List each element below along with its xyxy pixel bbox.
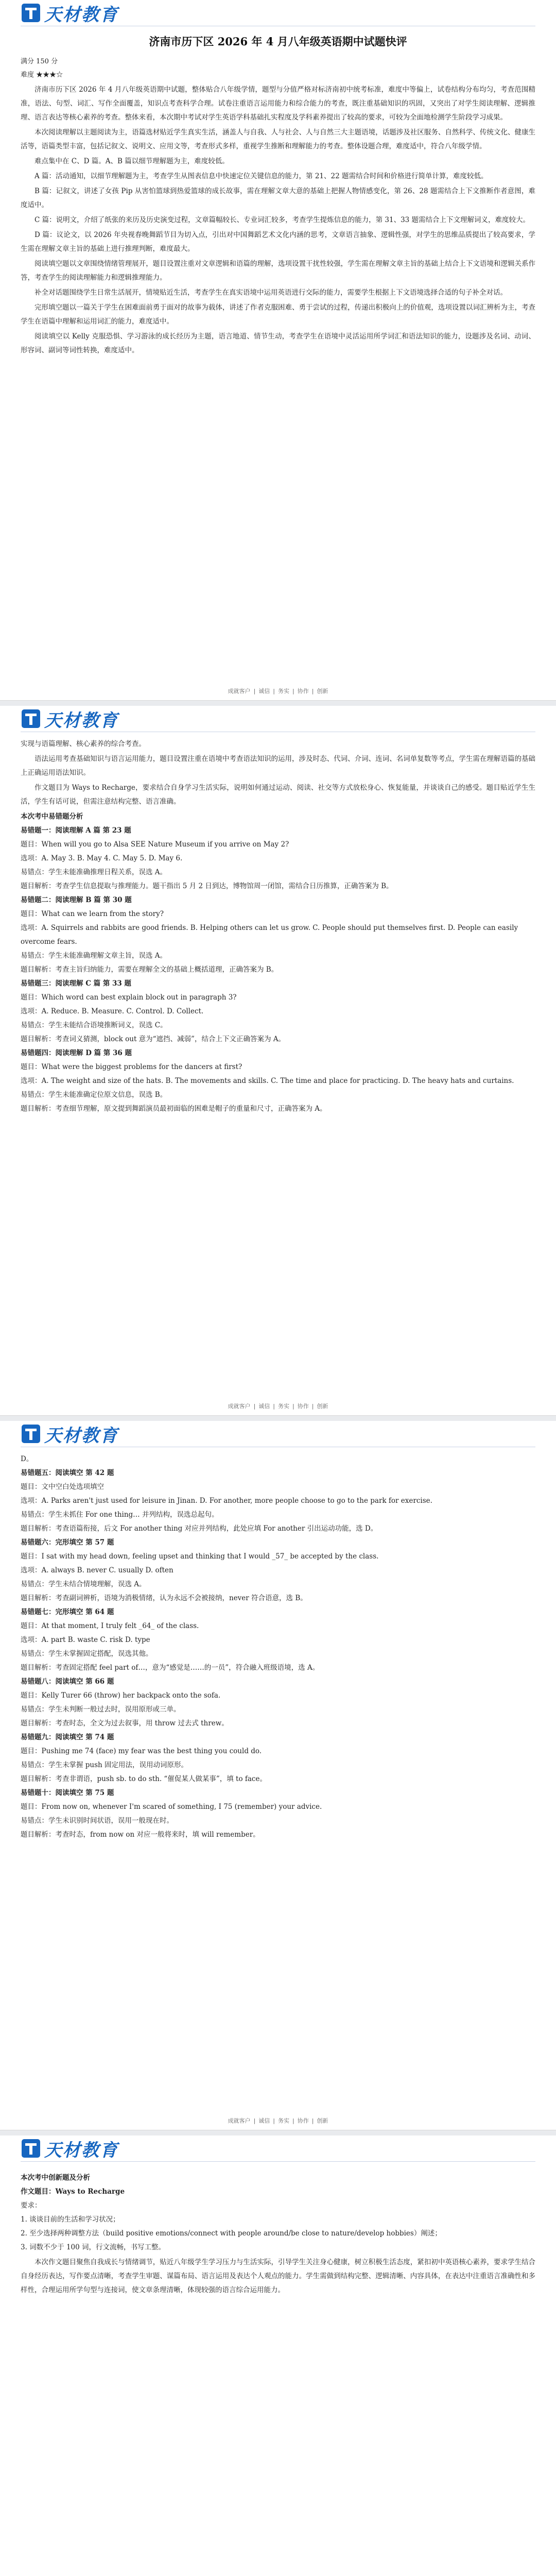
section-heading: 本次考中易错题分析 [21,812,83,821]
cloze-paragraph: 阅读填空题以文章围绕情绪管理展开，题目设置注重对文章逻辑和语篇的理解，选项设置干扰性较强，学生需在理解文章主旨的基础上结合上下文语境和逻辑关系作答，考查学生的阅读理解能力和逻辑推理能力。 [21,260,535,282]
page-title: 济南市历下区 2026 年 4 月八年级英语期中试题快评 [149,35,407,48]
item-error: 易错点：学生未能准确推理日程关系，误选 A。 [21,868,167,876]
item-options: 选项：A. Squirrels and rabbits are good friends. B. Helping others can let us grow. C. People should put themselves first. D. People can easily overcome fears. [21,924,518,946]
item-options: 选项：A. part B. waste C. risk D. type [21,1636,150,1644]
item-question: 题目：Kelly Turer 66 (throw) her backpack onto the sofa. [21,1691,221,1700]
item-options: 选项：A. always B. never C. usually D. often [21,1566,173,1574]
passage-d: D 篇：议论文，以 2026 年央视春晚舞蹈节目为切入点，引出对中国舞蹈艺术文化内涵的思考，文章语言抽象、逻辑性强，对学生的思维品质提出了较高要求，学生需在理解文章主旨的基础上进行推理判断，难度最大。 [21,231,535,253]
brand-logo-icon [21,708,41,729]
error-item [21,977,535,1046]
continued-text: 实现与语篇理解、核心素养的综合考查。 [21,740,146,748]
brand-name: 天材教育 [44,4,118,25]
item-analysis: 题目解析：考查副词辨析，语境为消极情绪，认为永远不会被接纳，never 符合语意，选 B。 [21,1594,307,1602]
difficulty-text: 难度 ★★★☆ [21,71,63,79]
item-options: 选项：A. Parks aren't just used for leisure in Jinan. D. For another, more people choose to go to the park for exercise. [21,1497,432,1505]
item-heading: 易错题七：完形填空 第 64 题 [21,1608,114,1616]
item-heading: 易错题六：完形填空 第 57 题 [21,1538,114,1547]
item-heading: 易错题五：阅读填空 第 42 题 [21,1469,114,1477]
brand-logo [21,707,118,730]
item-heading: 易错题四：阅读理解 D 篇 第 36 题 [21,1049,132,1057]
page-3 [0,1421,556,2130]
requirements-heading: 要求： [21,2201,42,2210]
writing-analysis: 本次作文题目聚焦自我成长与情绪调节，贴近八年级学生学习压力与生活实际，引导学生关注身心健康，树立积极生活态度，紧扣初中英语核心素养，要求学生结合自身经历表达，写作要点清晰，考查学生审题、谋篇布局、语言运用及表达个人观点的能力。学生需做到结构完整、逻辑清晰、内容具体，在表达中注重语言准确性和多样性，合理运用所学句型与连接词，使文章条理清晰，体现较强的语言综合运用能力。 [21,2258,535,2294]
item-error: 易错点：学生未掌握固定搭配，误选其他。 [21,1650,153,1658]
requirement-item: 1. 谈谈目前的生活和学习状况； [21,2215,120,2224]
error-item [21,1466,535,1536]
brand-name: 天材教育 [44,2140,118,2161]
item-analysis: 题目解析：考查主旨归纳能力，需要在理解全文的基础上概括道理，正确答案为 B。 [21,965,279,974]
item-error: 易错点：学生未能结合语境推断词义，误选 C。 [21,1021,167,1029]
footer-item: 成就客户 [228,2117,251,2124]
reading-paragraph: 本次阅读理解以主题阅读为主，语篇选材贴近学生真实生活，涵盖人与自我、人与社会、人与自然三大主题语境，话题涉及社区服务、自然科学、传统文化、健康生活等，语篇类型丰富，包括记叙文、说明文、应用文等，考查形式多样，重视学生推断和理解能力的考查。整体设题合理，难度适中，符合八年级学情。 [21,128,535,150]
item-error: 易错点：学生未能准确定位原文信息，误选 B。 [21,1091,167,1099]
item-question: 题目：What were the biggest problems for the dancers at first? [21,1063,242,1071]
error-item [21,1675,535,1731]
item-analysis: 题目解析：考查词义猜测，block out 意为“遮挡、减弱”，结合上下文正确答案为 A。 [21,1035,286,1043]
brand-name: 天材教育 [44,1425,118,1446]
passage-a: A 篇：活动通知，以细节理解题为主，考查学生从图表信息中快速定位关键信息的能力，第 21、22 题需结合时间和价格进行简单计算，难度较低。 [34,172,488,180]
page-1 [0,0,556,701]
score-text: 满分 150 分 [21,58,58,65]
item-options: 选项：A. The weight and size of the hats. B. The movements and skills. C. The time and place for practicing. D. The heavy hats and curtains. [21,1077,514,1085]
item-question: 题目：At that moment, I truly felt _64_ of the class. [21,1622,199,1630]
item-analysis: 题目解析：考查时态，from now on 对应一般将来时，填 will remember。 [21,1831,260,1839]
item-analysis: 题目解析：考查学生信息提取与推理能力。题干指出 5 月 2 日到达，博物馆周一闭馆，需结合日历推算，正确答案为 B。 [21,882,393,890]
task-title: 作文题目：Ways to Recharge [21,2188,125,2196]
final-paragraph: 阅读填空以 Kelly 克服恐惧、学习游泳的成长经历为主题，语言地道、情节生动，考查学生在语境中灵活运用所学词汇和语法知识的能力，设题涉及名词、动词、形容词、副词等词性转换，难度适中。 [21,332,535,354]
item-error: 易错点：学生未结合情境理解，误选 A。 [21,1580,146,1588]
brand-logo [21,2137,118,2160]
item-error: 易错点：学生未抓住 For one thing… 并列结构，误选总起句。 [21,1511,219,1519]
continued-text: D。 [21,1455,33,1463]
footer-item: 诚信 [258,2117,270,2124]
item-heading: 易错题一：阅读理解 A 篇 第 23 题 [21,826,131,835]
reading-intro: 难点集中在 C、D 篇。A、B 篇以细节理解题为主，难度较低。 [34,157,229,165]
item-heading: 易错题九：阅读填空 第 74 题 [21,1733,114,1741]
item-analysis: 题目解析：考查固定搭配 feel part of…，意为“感觉是……的一员”，符合融入班级语境，选 A。 [21,1664,320,1672]
item-options: 选项：A. Reduce. B. Measure. C. Control. D. Collect. [21,1007,204,1015]
intro-paragraph: 济南市历下区 2026 年 4 月八年级英语期中试题，整体贴合八年级学情，题型与分值严格对标济南初中统考标准，难度中等偏上，试卷结构分布均匀，考查范围精准，语法、句型、词汇、写作全面覆盖，知识点考查科学合理。试卷注重语言运用能力和综合能力的考查，既注重基础知识的巩固，又突出了对学生阅读理解、逻辑推理、语言表达等核心素养的考查。整体来看，本次期中考试对学生英语学科基础扎实程度及学科素养提出了较高的要求，可较为全面地检测学生阶段学习成果。 [21,86,535,122]
dialogue-paragraph: 补全对话题围绕学生日常生活展开，情境贴近生活，考查学生在真实语境中运用英语进行交际的能力，需要学生根据上下文语境选择合适的句子补全对话。 [34,289,507,297]
error-item [21,1605,535,1675]
brand-logo [21,2,118,24]
item-question: 题目：When will you go to Alsa SEE Nature Museum if you arrive on May 2? [21,840,289,849]
footer-item: 务实 [278,688,289,694]
item-heading: 易错题十：阅读填空 第 75 题 [21,1789,114,1797]
completion-paragraph: 完形填空题以一篇关于学生在困难面前勇于面对的故事为载体，讲述了作者克服困难、勇于尝试的过程，传递出积极向上的价值观，选项设置以词汇辨析为主，考查学生在语篇中理解和运用词汇的能力，难度适中。 [21,303,535,326]
page-4 [0,2136,556,2576]
item-question: 题目：What can we learn from the story? [21,910,164,918]
error-item [21,893,535,977]
page-footer: 成就客户 | 诚信 | 务实 | 协作 | 创新 [0,2116,556,2125]
page-footer: 成就客户 | 诚信 | 务实 | 协作 | 创新 [0,1402,556,1410]
passage-b: B 篇：记叙文，讲述了女孩 Pip 从害怕篮球到热爱篮球的成长故事，需在理解文章大意的基础上把握人物情感变化，第 26、28 题需结合上下文推断作者意图，难度适中。 [21,187,535,209]
error-item [21,1731,535,1786]
footer-item: 协作 [297,688,309,694]
item-error: 易错点：学生未掌握 push 固定用法，误用动词原形。 [21,1761,188,1769]
footer-item: 协作 [297,1403,309,1410]
grammar-paragraph: 语法运用考查基础知识与语言运用能力，题目设置注重在语境中考查语法知识的运用，涉及时态、代词、介词、连词、名词单复数等考点，学生需在理解语篇的基础上正确运用语法知识。 [21,755,535,777]
footer-item: 创新 [317,2117,328,2124]
item-error: 易错点：学生未识别时间状语，误用一般现在时。 [21,1817,173,1825]
footer-item: 创新 [317,688,328,694]
footer-item: 成就客户 [228,1403,251,1410]
error-item [21,1786,535,1842]
requirement-item: 2. 至少选择两种调整方法（build positive emotions/connect with people around/be close to nature/develop hobbies）阐述； [21,2229,442,2238]
brand-logo-icon [21,3,41,23]
footer-item: 务实 [278,2117,289,2124]
footer-item: 成就客户 [228,688,251,694]
item-analysis: 题目解析：考查非谓语，push sb. to do sth. “催促某人做某事”，填 to face。 [21,1775,267,1783]
item-options: 选项：A. May 3. B. May 4. C. May 5. D. May 6. [21,854,183,862]
footer-item: 务实 [278,1403,289,1410]
brand-logo-icon [21,2138,41,2159]
page-header [21,0,535,26]
error-item [21,824,535,893]
item-heading: 易错题二：阅读理解 B 篇 第 30 题 [21,896,132,904]
item-question: 题目：文中空白处选项填空 [21,1483,104,1491]
item-heading: 易错题三：阅读理解 C 篇 第 33 题 [21,979,132,988]
footer-item: 创新 [317,1403,328,1410]
item-heading: 易错题八：阅读填空 第 66 题 [21,1677,114,1686]
page-2 [0,706,556,1416]
item-question: 题目：I sat with my head down, feeling upset and thinking that I would _57_ be accepted by the class. [21,1552,379,1561]
item-error: 易错点：学生未判断一般过去时，误用原形或三单。 [21,1705,181,1714]
page-header [21,1421,535,1447]
brand-name: 天材教育 [44,710,118,731]
brand-logo [21,1422,118,1445]
error-item [21,1046,535,1116]
item-error: 易错点：学生未能准确理解文章主旨，误选 A。 [21,952,167,960]
writing-paragraph: 作文题目为 Ways to Recharge，要求结合自身学习生活实际，说明如何通过运动、阅读、社交等方式放松身心、恢复能量，并谈谈自己的感受。题目贴近学生生活，学生有话可说，但需注意结构完整、语言准确。 [21,784,535,806]
item-analysis: 题目解析：考查时态，全文为过去叙事，用 throw 过去式 threw。 [21,1719,229,1727]
footer-item: 诚信 [258,1403,270,1410]
requirement-item: 3. 词数不少于 100 词，行文流畅，书写工整。 [21,2243,166,2251]
footer-item: 协作 [297,2117,309,2124]
error-item [21,1536,535,1605]
footer-item: 诚信 [258,688,270,694]
page-header [21,2136,535,2162]
page-header [21,706,535,732]
item-analysis: 题目解析：考查语篇衔接，后文 For another thing 对应并列结构，此处应填 For another 引出运动功能，选 D。 [21,1524,378,1533]
item-question: 题目：Pushing me 74 (face) my fear was the best thing you could do. [21,1747,262,1755]
page-footer: 成就客户 | 诚信 | 务实 | 协作 | 创新 [0,687,556,695]
brand-logo-icon [21,1423,41,1444]
passage-c: C 篇：说明文，介绍了纸张的来历及历史演变过程，文章篇幅较长、专业词汇较多，考查学生提炼信息的能力，第 31、33 题需结合上下文理解词义，难度较大。 [34,216,530,224]
item-analysis: 题目解析：考查细节理解，原文提到舞蹈演员最初面临的困难是帽子的重量和尺寸，正确答案为 A。 [21,1105,327,1113]
section-heading: 本次考中创新题及分析 [21,2174,90,2182]
item-question: 题目：From now on, whenever I'm scared of something, I 75 (remember) your advice. [21,1803,322,1811]
item-question: 题目：Which word can best explain block out in paragraph 3? [21,993,237,1002]
